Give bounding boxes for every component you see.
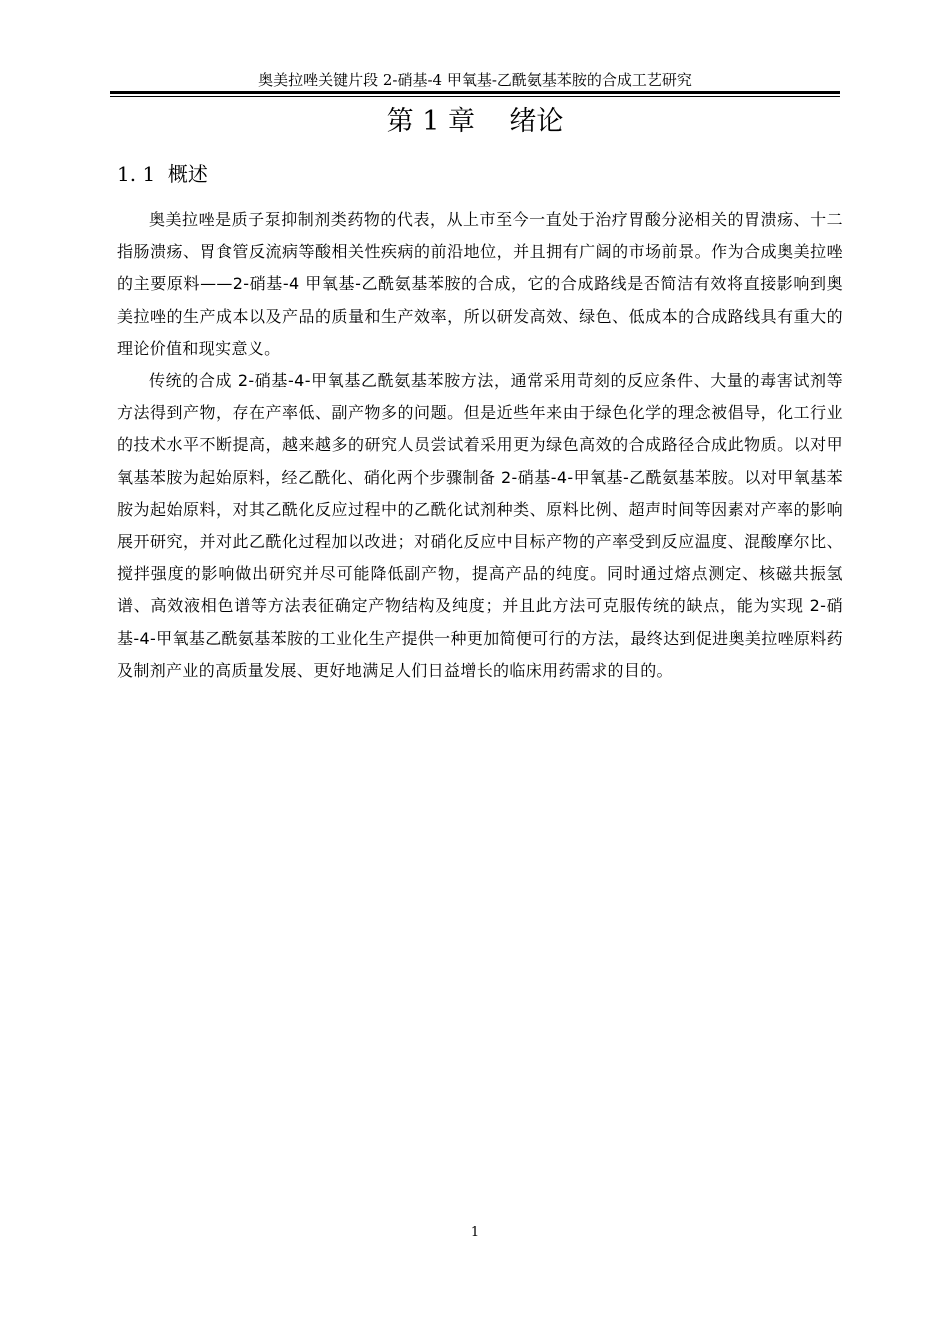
paragraph-1: 奥美拉唑是质子泵抑制剂类药物的代表，从上市至今一直处于治疗胃酸分泌相关的胃溃疡、十二指肠溃疡、胃食管反流病等酸相关性疾病的前沿地位，并且拥有广阔的市场前景。作为合成奥美拉唑的主要原料——2-硝基-4 甲氧基-乙酰氨基苯胺的合成，它的合成路线是否简洁有效将直接影响到奥美拉唑的生产成本以及产品的质量和生产效率，所以研发高效、绿色、低成本的合成路线具有重大的理论价值和现实意义。	[117, 210, 843, 358]
header-double-rule	[110, 91, 840, 97]
running-header: 奥美拉唑关键片段 2-硝基-4 甲氧基-乙酰氨基苯胺的合成工艺研究	[258, 71, 692, 89]
section-title: 1. 1 概述	[117, 162, 208, 186]
paragraph-2: 传统的合成 2-硝基-4-甲氧基乙酰氨基苯胺方法，通常采用苛刻的反应条件、大量的毒害试剂等方法得到产物，存在产率低、副产物多的问题。但是近些年来由于绿色化学的理念被倡导，化工行业的技术水平不断提高，越来越多的研究人员尝试着采用更为绿色高效的合成路径合成此物质。以对甲氧基苯胺为起始原料，经乙酰化、硝化两个步骤制备 2-硝基-4-甲氧基-乙酰氨基苯胺。以对甲氧基苯胺为起始原料，对其乙酰化反应过程中的乙酰化试剂种类、原料比例、超声时间等因素对产率的影响展开研究，并对此乙酰化过程加以改进；对硝化反应中目标产物的产率受到反应温度、混酸摩尔比、搅拌强度的影响做出研究并尽可能降低副产物，提高产品的纯度。同时通过熔点测定、核磁共振氢谱、高效液相色谱等方法表征确定产物结构及纯度；并且此方法可克服传统的缺点，能为实现 2-硝基-4-甲氧基乙酰氨基苯胺的工业化生产提供一种更加简便可行的方法，最终达到促进奥美拉唑原料药及制剂产业的高质量发展、更好地满足人们日益增长的临床用药需求的目的。	[117, 371, 843, 680]
page-number: 1	[470, 1225, 480, 1240]
chapter-title: 第 1 章 绪论	[386, 106, 564, 137]
body-text	[117, 204, 843, 687]
